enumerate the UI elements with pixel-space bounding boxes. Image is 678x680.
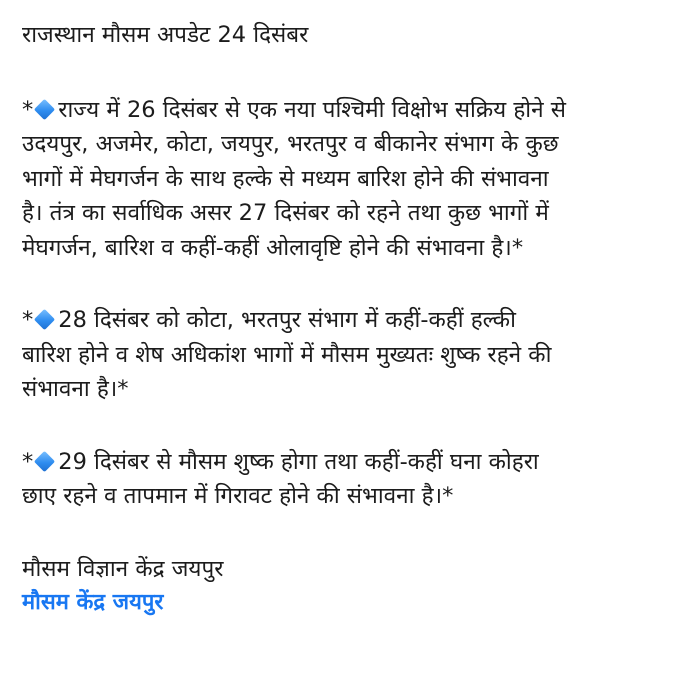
asterisk: * [22,307,34,333]
paragraph-text: राज्य में 26 दिसंबर से एक नया पश्चिमी विक्षोभ सक्रिय होने से [58,96,566,123]
asterisk: * [22,448,34,475]
paragraph-line [22,445,658,480]
paragraph-forecast-29 [22,445,658,514]
blue-diamond-icon [34,309,55,330]
paragraph-line [22,93,658,128]
post-signature: मौसम विज्ञान केंद्र जयपुर [22,555,224,582]
blue-diamond-icon [34,451,55,472]
blue-diamond-icon [34,99,55,120]
paragraph-text: 29 दिसंबर से मौसम शुष्क होगा तथा कहीं-कहीं घना कोहरा [58,448,539,475]
paragraph-forecast-28 [22,303,658,407]
paragraph-line [22,303,658,338]
paragraph-line: संभावना है।* [22,376,129,402]
paragraph-line: बारिश होने व शेष अधिकांश भागों में मौसम मुख्यतः शुष्क रहने की [22,341,552,368]
asterisk: * [22,96,34,123]
paragraph-line: मेघगर्जन, बारिश व कहीं-कहीं ओलावृष्टि होने की संभावना है।* [22,234,524,261]
paragraph-text: 28 दिसंबर को कोटा, भरतपुर संभाग में कहीं-कहीं हल्की [58,307,516,333]
paragraph-line: है। तंत्र का सर्वाधिक असर 27 दिसंबर को रहने तथा कुछ भागों में [22,200,549,226]
paragraph-forecast-26-27 [22,93,658,266]
paragraph-line: भागों में मेघगर्जन के साथ हल्के से मध्यम बारिश होने की संभावना [22,165,549,192]
paragraph-line: उदयपुर, अजमेर, कोटा, जयपुर, भरतपुर व बीकानेर संभाग के कुछ [22,131,559,157]
post-title: राजस्थान मौसम अपडेट 24 दिसंबर [22,22,309,48]
page-link[interactable]: मौसम केंद्र जयपुर [22,590,164,615]
paragraph-line: छाए रहने व तापमान में गिरावट होने की संभावना है।* [22,483,454,509]
